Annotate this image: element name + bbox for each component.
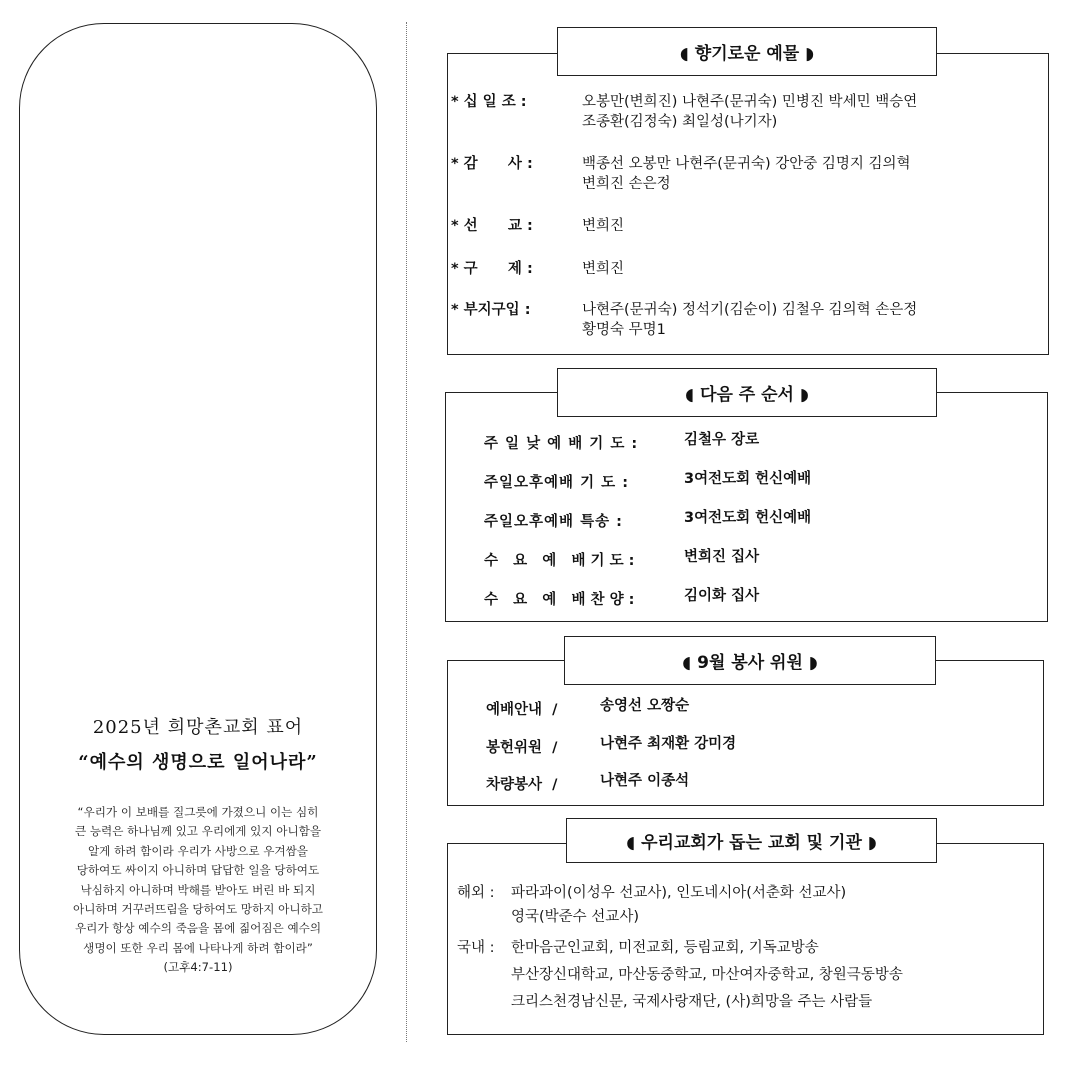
verse-line: 아니하며 거꾸러뜨림을 당하여도 망하지 아니하고 <box>73 902 323 917</box>
volunteer-role: 예배안내 / <box>486 702 558 718</box>
verse-reference: (고후4:7-11) <box>163 960 233 975</box>
column-divider <box>406 22 407 1042</box>
offering-row <box>451 300 1041 344</box>
support-line: 파라과이(이성우 선교사), 인도네시아(서춘화 선교사) <box>511 885 847 901</box>
offering-label: * 부지구입 : <box>451 302 531 318</box>
volunteer-names: 나현주 최재환 강미경 <box>600 736 737 752</box>
offering-label: * 구 제 : <box>451 261 533 277</box>
volunteer-row <box>486 736 1026 758</box>
offering-label: * 십 일 조 : <box>451 94 527 110</box>
volunteer-role: 차량봉사 / <box>486 777 558 793</box>
support-line: 영국(박준수 선교사) <box>511 909 639 925</box>
offering-line: 백종선 오봉만 나현주(문귀숙) 강안중 김명지 김의혁 <box>582 156 911 172</box>
schedule-value: 3여전도회 헌신예배 <box>684 471 812 487</box>
support-row <box>457 935 1037 1015</box>
volunteer-row <box>486 698 1026 720</box>
support-title: ◖ 우리교회가 돕는 교회 및 기관 ◗ <box>566 818 937 863</box>
offering-row <box>451 92 1041 136</box>
volunteer-row <box>486 773 1026 795</box>
schedule-row <box>484 471 1024 493</box>
support-line: 한마음군인교회, 미전교회, 등림교회, 기독교방송 <box>511 940 819 956</box>
schedule-label: 주 일 낮 예 배 기 도 : <box>484 436 639 452</box>
offering-row <box>451 216 1041 238</box>
schedule-label: 수 요 예 배 기 도 : <box>484 553 635 569</box>
verse-line: 알게 하려 함이라 우리가 사방으로 우겨쌈을 <box>87 843 309 858</box>
verse-line: 낙심하지 아니하며 박해를 받아도 버린 바 되지 <box>80 882 316 897</box>
support-line: 부산장신대학교, 마산동중학교, 마산여자중학교, 창원극동방송 <box>511 967 903 983</box>
verse-line: 큰 능력은 하나님께 있고 우리에게 있지 아니함을 <box>74 824 322 839</box>
offering-line: 조종환(김정숙) 최일성(나기자) <box>582 114 778 130</box>
offering-label: * 감 사 : <box>451 156 533 172</box>
motto-verse <box>28 803 368 978</box>
verse-line: “우리가 이 보배를 질그릇에 가졌으니 이는 심히 <box>77 805 319 819</box>
offerings-title: ◖ 향기로운 예물 ◗ <box>557 27 937 76</box>
next-week-title: ◖ 다음 주 순서 ◗ <box>557 368 937 417</box>
schedule-row <box>484 432 1024 454</box>
verse-line: 생명이 또한 우리 몸에 나타나게 하려 함이라” <box>83 940 313 955</box>
volunteer-role: 봉헌위원 / <box>486 740 558 756</box>
offering-row <box>451 154 1041 198</box>
support-label: 국내 : <box>457 940 495 956</box>
schedule-row <box>484 588 1024 610</box>
schedule-value: 김이화 집사 <box>684 588 760 604</box>
support-row <box>457 881 1037 929</box>
offering-line: 황명숙 무명1 <box>582 322 666 338</box>
motto-year-title: 2025년 희망촌교회 표어 <box>92 717 304 738</box>
volunteer-names: 나현주 이종석 <box>600 773 690 789</box>
offering-line: 변희진 <box>582 261 625 277</box>
volunteer-names: 송영선 오짱순 <box>600 698 690 714</box>
offering-line: 변희진 <box>582 218 625 234</box>
motto-main: “예수의 생명으로 일어나라” <box>78 752 318 773</box>
offering-line: 변희진 손은정 <box>582 176 671 192</box>
verse-line: 당하여도 싸이지 아니하며 답답한 일을 당하여도 <box>76 863 320 878</box>
support-label: 해외 : <box>457 885 495 901</box>
schedule-row <box>484 549 1024 571</box>
support-line: 크리스천경남신문, 국제사랑재단, (사)희망을 주는 사람들 <box>511 994 873 1010</box>
schedule-label: 주일오후예배 기 도 : <box>484 475 629 491</box>
offering-line: 오봉만(변희진) 나현주(문귀숙) 민병진 박세민 백승연 <box>582 94 918 110</box>
offering-row <box>451 259 1041 281</box>
offering-line: 나현주(문귀숙) 정석기(김순이) 김철우 김의혁 손은정 <box>582 302 918 318</box>
verse-line: 우리가 항상 예수의 죽음을 몸에 짊어짐은 예수의 <box>74 921 322 936</box>
schedule-value: 김철우 장로 <box>684 432 760 448</box>
schedule-label: 수 요 예 배 찬 양 : <box>484 592 635 608</box>
schedule-row <box>484 510 1024 532</box>
offering-label: * 선 교 : <box>451 218 533 234</box>
schedule-label: 주일오후예배 특송 : <box>484 514 623 530</box>
september-title: ◖ 9월 봉사 위원 ◗ <box>564 636 936 685</box>
schedule-value: 변희진 집사 <box>684 549 760 565</box>
schedule-value: 3여전도회 헌신예배 <box>684 510 812 526</box>
